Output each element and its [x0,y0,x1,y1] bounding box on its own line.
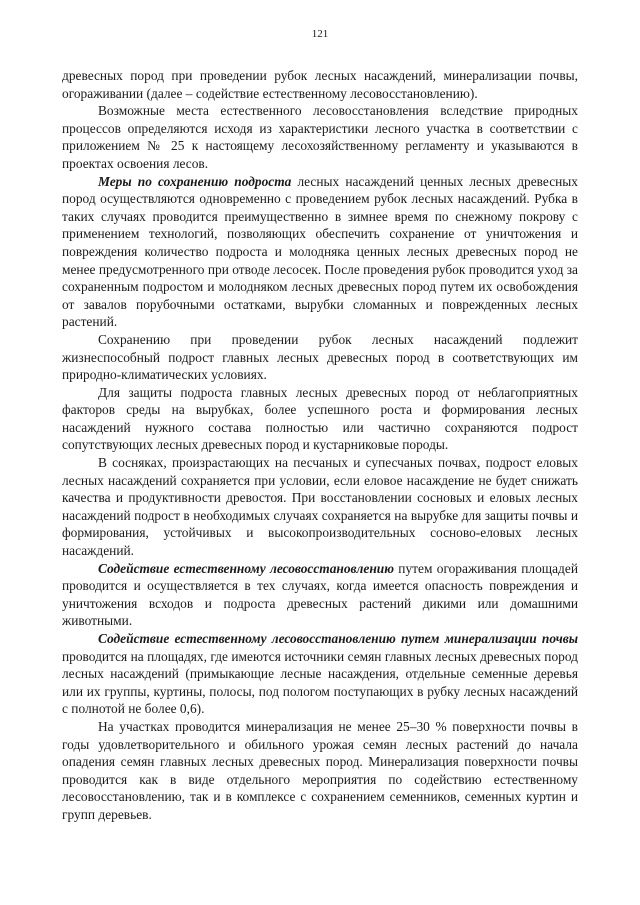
paragraph [62,560,578,630]
body-text [62,67,578,824]
paragraph-text: На участках проводится минерализация не менее 25–30 % поверхности почвы в годы удовлетворительного и обильного урожая семян лесных растений до начала опадения семян главных лесных древесных пород. Минерализация поверхности почвы проводится как в виде отдельного мероприятия по содействию естественному лесовосстановлению, так и в комплексе с сохранением семенников, семенных куртин и групп деревьев. [62,718,578,822]
paragraph-text: В сосняках, произрастающих на песчаных и супесчаных почвах, подрост еловых лесных насаждений сохраняется при условии, если еловое насаждение не будет снижать качества и продуктивности древостоя. При восстановлении сосновых и еловых лесных насаждений подрост в необходимых случаях сохраняется на вырубке для защиты почвы и формирования, устойчивых и высокопроизводительных сосново-еловых лесных насаждений. [62,455,578,559]
paragraph [62,67,578,102]
emphasized-term: Меры по сохранению подроста [98,173,292,189]
paragraph [62,173,578,331]
paragraph-text: Для защиты подроста главных лесных древесных пород от неблагоприятных факторов среды на вырубках, более успешного роста и формирования лесных насаждений нужного состава полностью или частично сохраняются подрост сопутствующих лесных древесных пород и кустарниковые породы. [62,384,578,453]
paragraph-text: Возможные места естественного лесовосстановления вследствие природных процессов определяются исходя из характеристики лесного участка в соответствии с приложением № 25 к настоящему лесохозяйственному регламенту и указываются в проектах освоения лесов. [62,103,578,171]
paragraph [62,718,578,824]
emphasized-term: Содействие естественному лесовосстановлению [98,560,394,576]
paragraph-text: Сохранению при проведении рубок лесных насаждений подлежит жизнеспособный подрост главных лесных древесных пород в соответствующих им природно-климатических условиях. [62,331,578,383]
paragraph [62,384,578,454]
paragraph [62,331,578,384]
emphasized-term: Содействие естественному лесовосстановлению путем минерализации почвы [98,631,578,646]
paragraph-text: путем огораживания площадей проводится и осуществляется в тех случаях, когда имеется опасность повреждения и уничтожения всходов и подроста древесных растений дикими или домашними животными. [62,560,578,629]
paragraph [62,454,578,560]
paragraph [62,102,578,172]
paragraph [62,630,578,718]
paragraph-text: лесных насаждений ценных лесных древесных пород осуществляются одновременно с проведением рубок лесных насаждений. Рубка в таких случаях проводится преимущественно в зимнее время по снежному покрову с применением технологий, позволяющих обеспечить сохранение от уничтожения и повреждения количество подроста и молодняка ценных лесных древесных пород не менее предусмотренного при отводе лесосек. После проведения рубок проводится уход за сохраненным подростом и молодняком лесных древесных пород путем их освобождения от завалов порубочными остатками, вырубки сломанных и поврежденных лесных растений. [62,173,578,330]
paragraph-text: древесных пород при проведении рубок лесных насаждений, минерализации почвы, огораживании (далее – содействие естественному лесовосстановлению). [62,68,578,101]
page-number: 121 [311,28,329,40]
paragraph-text: проводится на площадях, где имеются источники семян главных лесных древесных пород лесных насаждений (примыкающие лесные насаждения, отдельные семенные деревья или их группы, куртины, полосы, под пологом поступающих в рубку лесных насаждений с полнотой не более 0,6). [62,648,578,717]
